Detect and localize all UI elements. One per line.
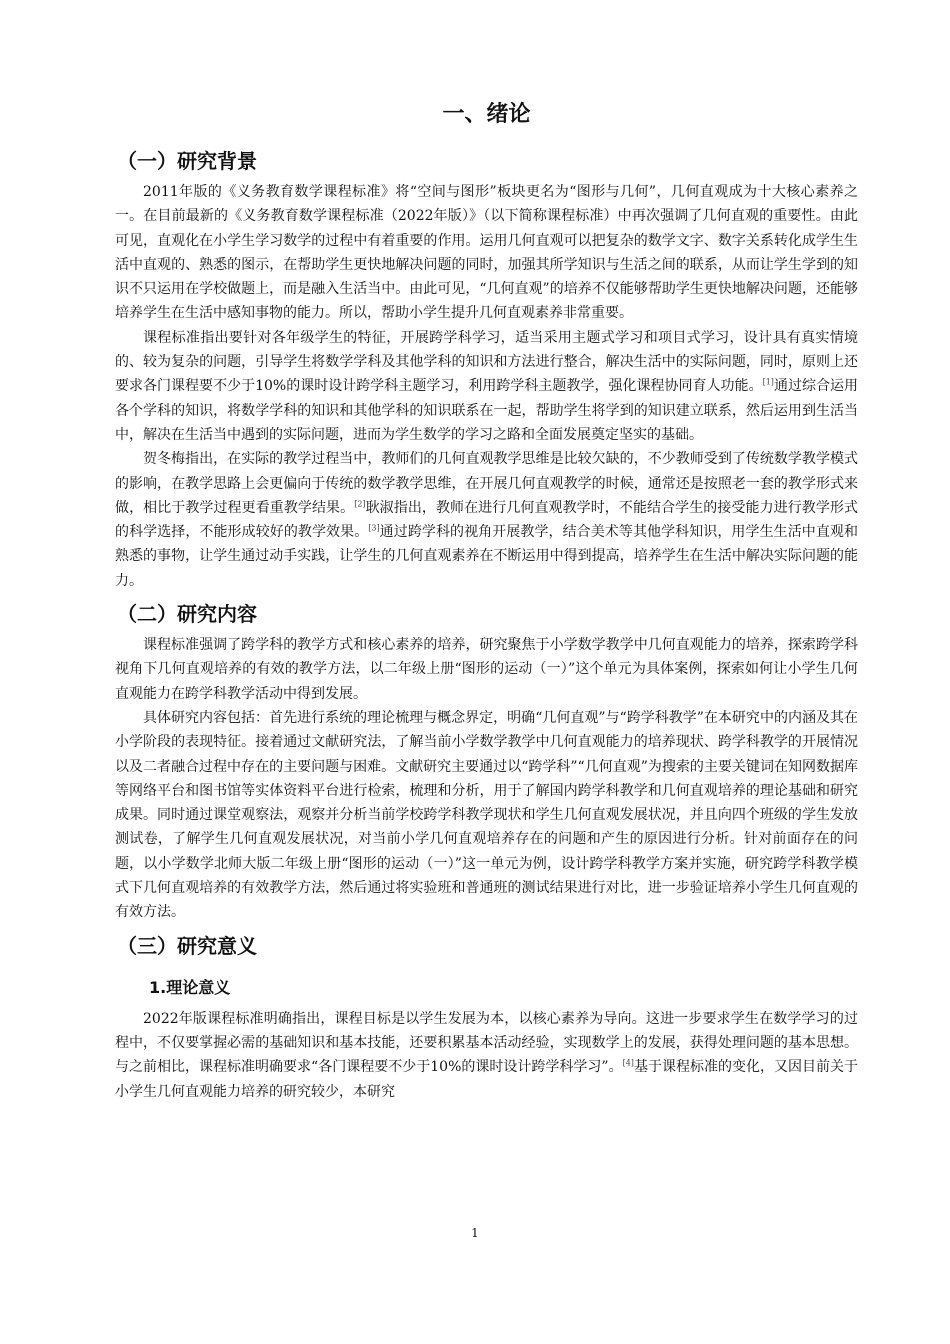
page-number: 1: [471, 1226, 479, 1240]
paragraph: [115, 326, 858, 447]
paragraph-text: 课程标准强调了跨学科的教学方式和核心素养的培养，研究聚焦于小学数学教学中几何直观能力的培养，探索跨学科视角下几何直观培养的有效的教学方法，以二年级上册“图形的运动（一）”这个单元为具体案例，探索如何让小学生几何直观能力在跨学科教学活动中得到发展。: [115, 637, 858, 702]
paragraph: [115, 447, 858, 593]
paragraph-text: 具体研究内容包括：首先进行系统的理论梳理与概念界定，明确“几何直观”与“跨学科教学”在本研究中的内涵及其在小学阶段的表现特征。接着通过文献研究法，了解当前小学数学教学中几何直观能力的培养现状、跨学科教学的开展情况以及二者融合过程中存在的主要问题与困难。文献研究主要通过以“跨学科”“几何直观”为搜索的主要关键词在知网数据库等网络平台和图书馆等实体资料平台进行检索，梳理和分析，用于了解国内跨学科教学和几何直观培养的理论基础和研究成果。同时通过课堂观察法，观察并分析当前学校跨学科教学现状和学生几何直观发展状况，并且向四个班级的学生发放测试卷，了解学生几何直观发展状况，对当前小学几何直观培养存在的问题和产生的原因进行分析。针对前面存在的问题，以小学数学北师大版二年级上册“图形的运动（一）”这一单元为例，设计跨学科教学方案并实施，研究跨学科教学模式下几何直观培养的有效教学方法，然后通过将实验班和普通班的测试结果进行对比，进一步验证培养小学生几何直观的有效方法。: [115, 709, 858, 921]
paragraph-text: 通过综合运用各个学科的知识，将数学学科的知识和其他学科的知识联系在一起，帮助学生将学到的知识建立联系，然后运用到生活当中，解决在生活当中遇到的实际问题，进而为学生数学的学习之路和全面发展奠定坚实的基础。: [115, 378, 859, 443]
paragraph-text: 课程标准指出要针对各年级学生的特征，开展跨学科学习，适当采用主题式学习和项目式学习，设计具有真实情境的、较为复杂的问题，引导学生将数学学科及其他学科的知识和方法进行整合，解决生活中的实际问题，同时，原则上还要求各门课程要不少于10%的课时设计跨学科主题学习，利用跨学科主题教学，强化课程协同育人功能。: [115, 329, 858, 395]
subsection-title-theory: 1.理论意义: [149, 977, 231, 997]
citation-marker: [1]: [762, 377, 774, 387]
paragraph-text: 2022年版课程标准明确指出，课程目标是以学生发展为本，以核心素养为导向。这进一步要求学生在数学学习的过程中，不仅要掌握必需的基础知识和基本技能，还要积累基本活动经验，实现数学上的发展，获得处理问题的基本思想。与之前相比，课程标准明确要求“各门课程要不少于10%的课时设计跨学科学习”。: [115, 1010, 858, 1076]
section-title-significance: （三）研究意义: [117, 933, 257, 958]
paragraph: [115, 1007, 858, 1104]
paragraph: [115, 706, 858, 925]
citation-marker: [4]: [622, 1058, 634, 1068]
paragraph: [115, 180, 858, 326]
paragraph: [115, 633, 858, 706]
paragraph-text: 耿淑指出，教师在进行几何直观教学时，不能结合学生的接受能力进行教学形式的科学选择，不能形成较好的教学效果。: [115, 499, 859, 541]
section-title-background: （一）研究背景: [117, 149, 257, 173]
citation-marker: [2]: [354, 499, 366, 509]
paragraph-text: 贺冬梅指出，在实际的教学过程当中，教师们的几何直观教学思维是比较欠缺的，不少教师受到了传统数学教学模式的影响，在教学思路上会更偏向于传统的数学教学思维，在开展几何直观教学的时候，通常还是按照老一套的教学形式来做，相比于教学过程更看重教学结果。: [115, 451, 858, 516]
chapter-title: 一、绪论: [442, 102, 531, 127]
paragraph-text: 通过跨学科的视角开展教学，结合美术等其他学科知识，用学生生活中直观和熟悉的事物，让学生通过动手实践，让学生的几何直观素养在不断运用中得到提高，培养学生在生活中解决实际问题的能力。: [115, 524, 858, 589]
paragraph-text: 基于课程标准的变化，又因目前关于小学生几何直观能力培养的研究较少，本研究: [115, 1059, 859, 1100]
paragraph-text: 2011年版的《义务教育数学课程标准》将“空间与图形”板块更名为“图形与几何”，几何直观成为十大核心素养之一。在目前最新的《义务教育数学课程标准（2022年版）》（以下简称课程标准）中再次强调了几何直观的重要性。由此可见，直观化在小学生学习数学的过程中有着重要的作用。运用几何直观可以把复杂的数学文字、数字关系转化成学生生活中直观的、熟悉的图示，在帮助学生更快地解决问题的同时，加强其所学知识与生活之间的联系，从而让学生学到的知识不只运用在学校做题上，而是融入生活当中。由此可见，“几何直观”的培养不仅能够帮助学生更快地解决问题，还能够培养学生在生活中感知事物的能力。所以，帮助小学生提升几何直观素养非常重要。: [115, 184, 858, 322]
citation-marker: [3]: [368, 523, 380, 533]
section-title-content: （二）研究内容: [117, 602, 257, 627]
